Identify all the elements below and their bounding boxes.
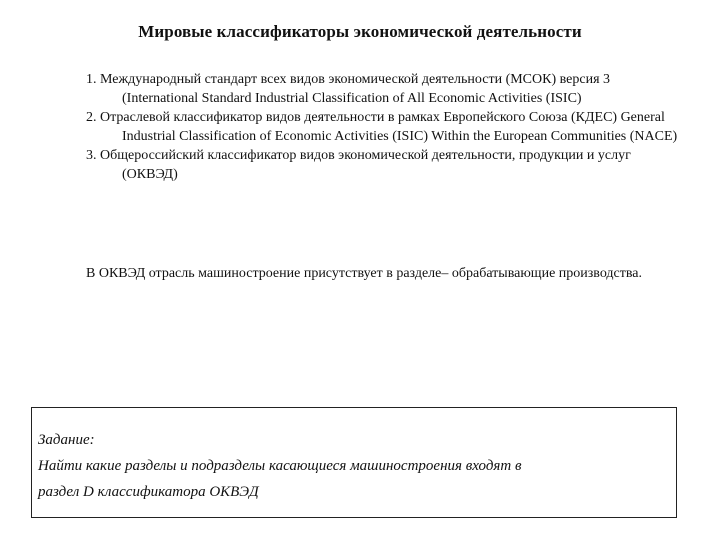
list-item: 3. Общероссийский классификатор видов экономической деятельности, продукции и услуг (ОКВЭД) <box>86 148 631 182</box>
task-text-line-2: раздел D классификатора ОКВЭД <box>38 484 259 500</box>
task-box <box>31 407 677 518</box>
list-item: 1. Международный стандарт всех видов экономической деятельности (МСОК) версия 3 (International Standard Industrial Classification of All Economic Activities (ISIC) <box>86 72 611 106</box>
page-title: Мировые классификаторы экономической деятельности <box>138 22 582 41</box>
list-item: 2. Отраслевой классификатор видов деятельности в рамках Европейского Союза (КДЕС) General Industrial Classification of Economic Activities (ISIC) Within the European Communities (NACE) <box>86 110 678 144</box>
task-text-line-1: Найти какие разделы и подразделы касающиеся машиностроения входят в <box>38 458 522 474</box>
okved-note: В ОКВЭД отрасль машиностроение присутствует в разделе– обрабатывающие производства. <box>86 266 643 281</box>
task-heading: Задание: <box>38 432 95 448</box>
classifier-list <box>86 70 686 184</box>
